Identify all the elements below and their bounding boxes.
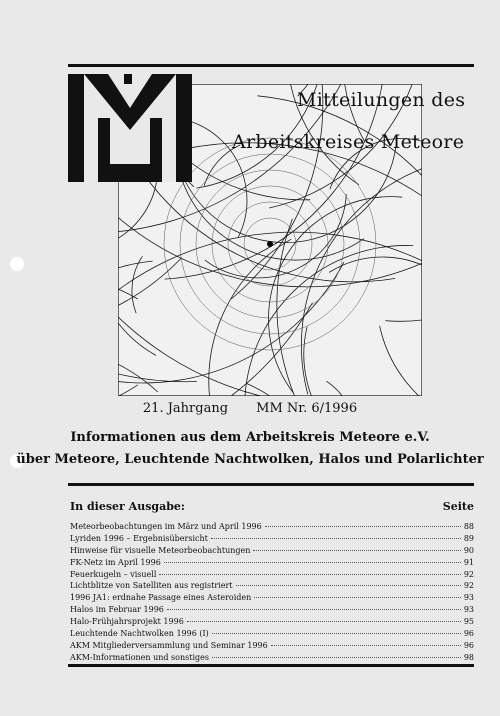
toc-entry-title: 1996 JA1: erdnahe Passage eines Asteroiden xyxy=(70,593,252,603)
toc-entry-page: 90 xyxy=(463,545,474,555)
toc-entry-title: AKM Mitgliederversammlung und Seminar 1996 xyxy=(70,640,268,650)
toc-entry xyxy=(70,557,474,569)
toc-entry-page: 96 xyxy=(463,629,474,639)
table-of-contents xyxy=(70,521,474,664)
issue-line xyxy=(0,401,500,416)
toc-entry xyxy=(70,580,474,592)
toc-entry-title: Hinweise für visuelle Meteorbeobachtungen xyxy=(70,545,251,555)
toc-entry-page: 91 xyxy=(463,557,474,567)
leader-dots xyxy=(254,597,461,598)
leader-dots xyxy=(212,633,461,634)
leader-dots xyxy=(236,585,461,586)
contents-heading: In dieser Ausgabe: xyxy=(70,500,185,513)
toc-entry-title: Halos im Februar 1996 xyxy=(70,605,164,615)
toc-entry-title: Meteorbeobachtungen im März und April 1996 xyxy=(70,522,262,531)
toc-entry-page: 95 xyxy=(463,617,474,627)
toc-entry-page: 96 xyxy=(463,640,474,650)
journal-title-line2: Arbeitskreises Meteore xyxy=(232,131,465,153)
toc-entry xyxy=(70,569,474,581)
issue-number: MM Nr. 6/1996 xyxy=(256,401,358,416)
leader-dots xyxy=(167,609,461,610)
toc-entry xyxy=(70,545,474,557)
toc-entry-title: Lyriden 1996 – Ergebnisübersicht xyxy=(70,533,208,543)
contents-top-rule xyxy=(68,483,474,486)
toc-entry-page: 92 xyxy=(463,569,474,579)
toc-entry-title: FK-Netz im April 1996 xyxy=(70,557,161,567)
top-rule xyxy=(68,64,474,67)
toc-entry xyxy=(70,604,474,616)
journal-title-line1: Mitteilungen des xyxy=(297,89,466,111)
leader-dots xyxy=(265,526,461,527)
volume-label: 21. Jahrgang xyxy=(142,401,229,416)
toc-entry-page: 92 xyxy=(463,581,474,591)
toc-entry xyxy=(70,521,474,533)
leader-dots xyxy=(271,645,461,646)
toc-entry-title: AKM-Informationen und sonstiges xyxy=(70,652,209,662)
leader-dots xyxy=(211,538,461,539)
mm-logo xyxy=(68,74,192,182)
toc-entry-page: 93 xyxy=(463,605,474,615)
toc-entry xyxy=(70,616,474,628)
toc-entry-title: Halo-Frühjahrsprojekt 1996 xyxy=(70,617,184,627)
leader-dots xyxy=(212,657,461,658)
toc-entry xyxy=(70,640,474,652)
leader-dots xyxy=(159,574,460,575)
toc-entry-page: 89 xyxy=(463,533,474,543)
pole-star-dot xyxy=(267,241,273,247)
toc-entry xyxy=(70,592,474,604)
subtitle-line1: Informationen aus dem Arbeitskreis Meteore e.V. xyxy=(70,430,430,445)
toc-entry-page: 88 xyxy=(463,522,474,531)
toc-entry xyxy=(70,628,474,640)
leader-dots xyxy=(187,621,461,622)
contents-bottom-rule xyxy=(68,664,474,667)
subtitle-line2: über Meteore, Leuchtende Nachtwolken, Halos und Polarlichter xyxy=(16,452,484,467)
toc-entry xyxy=(70,652,474,664)
toc-entry-page: 98 xyxy=(463,652,474,662)
toc-entry-title: Lichtblitze von Satelliten aus registriert xyxy=(70,581,233,591)
page-column-heading: Seite xyxy=(442,500,474,513)
leader-dots xyxy=(164,562,461,563)
punch-hole-top xyxy=(10,257,24,271)
toc-entry-title: Feuerkugeln – visuell xyxy=(70,569,157,579)
toc-entry-page: 93 xyxy=(463,593,474,603)
contents-header xyxy=(70,500,474,513)
toc-entry-title: Leuchtende Nachtwolken 1996 (I) xyxy=(70,629,209,639)
toc-entry xyxy=(70,533,474,545)
leader-dots xyxy=(253,550,460,551)
